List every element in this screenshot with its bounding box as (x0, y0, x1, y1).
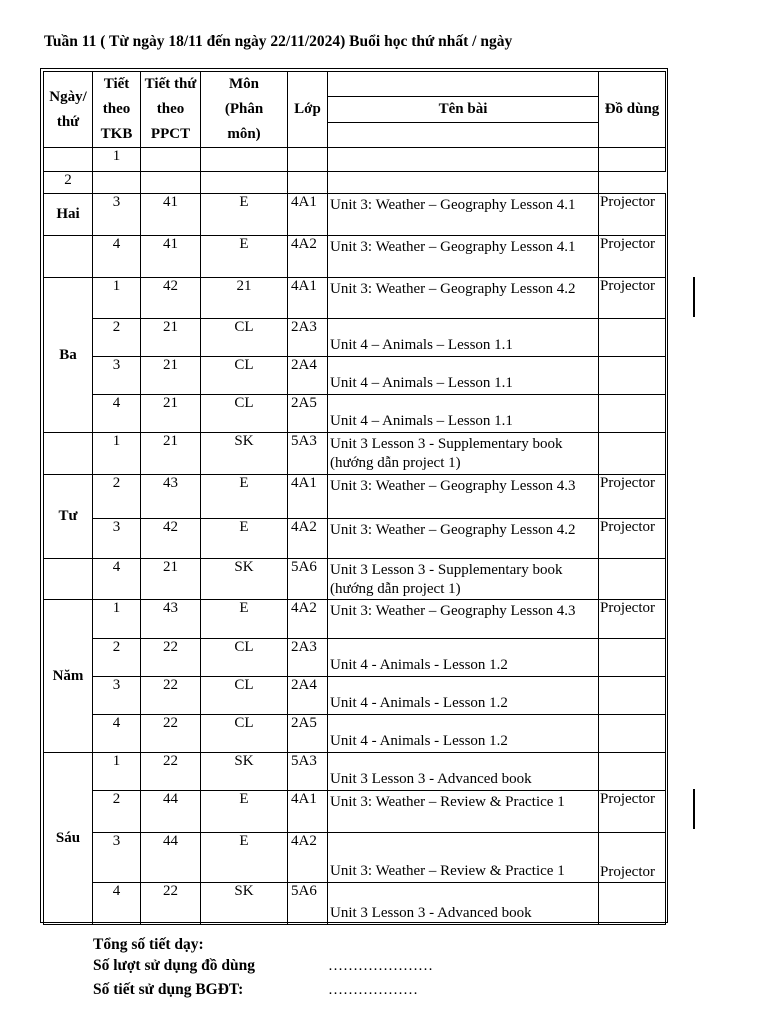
table-row (44, 475, 666, 519)
footer-bgdt-dots: ……………… (328, 982, 418, 998)
period-cell: 4 (93, 559, 141, 600)
equipment-cell (328, 172, 599, 194)
period-cell: 2 (44, 172, 93, 194)
subject-cell: SK (201, 433, 288, 475)
class-cell: 5A3 (288, 433, 328, 475)
period-cell: 4 (93, 395, 141, 433)
table-row (44, 433, 666, 475)
lesson-cell: Unit 4 – Animals – Lesson 1.1 (328, 395, 599, 433)
day-cell (44, 236, 93, 278)
table-row (44, 357, 666, 395)
subject-cell: E (201, 194, 288, 236)
margin-bar (693, 277, 695, 317)
equipment-cell (599, 319, 666, 357)
table-row (44, 172, 666, 194)
equipment-cell: Projector (599, 194, 666, 236)
subject-cell (201, 148, 288, 172)
lesson-cell: Unit 4 – Animals – Lesson 1.1 (328, 319, 599, 357)
equipment-cell: Projector (599, 519, 666, 559)
lesson-cell: Unit 3 Lesson 3 - Advanced book (328, 883, 599, 925)
class-cell: 2A3 (288, 319, 328, 357)
class-cell: 4A1 (288, 194, 328, 236)
header-lesson: Tên bài (328, 97, 599, 122)
ppct-cell: 22 (141, 639, 201, 677)
ppct-cell: 22 (141, 883, 201, 925)
subject-cell: 21 (201, 278, 288, 319)
ppct-cell: 44 (141, 833, 201, 883)
subject-cell: E (201, 236, 288, 278)
class-cell: 4A2 (288, 519, 328, 559)
lesson-cell (328, 148, 599, 172)
period-cell: 1 (93, 433, 141, 475)
equipment-cell (599, 677, 666, 715)
period-cell: 2 (93, 475, 141, 519)
table-row (44, 600, 666, 639)
period-cell: 3 (93, 194, 141, 236)
equipment-cell (599, 357, 666, 395)
table-row (44, 639, 666, 677)
ppct-cell: 22 (141, 715, 201, 753)
ppct-cell: 43 (141, 475, 201, 519)
equipment-cell: Projector (599, 833, 666, 883)
period-cell: 2 (93, 791, 141, 833)
equipment-cell (599, 883, 666, 925)
ppct-cell: 22 (141, 753, 201, 791)
header-period-line-1: Tiết (103, 76, 130, 92)
subject-cell: SK (201, 883, 288, 925)
table-row (44, 278, 666, 319)
equipment-cell (599, 753, 666, 791)
lesson-cell: Unit 3: Weather – Review & Practice 1 (328, 833, 599, 883)
subject-cell: CL (201, 715, 288, 753)
class-cell: 2A4 (288, 357, 328, 395)
equipment-cell: Projector (599, 791, 666, 833)
table-row (44, 715, 666, 753)
equipment-cell (599, 395, 666, 433)
ppct-cell: 22 (141, 677, 201, 715)
table-row (44, 519, 666, 559)
header-period (93, 72, 141, 148)
period-cell: 1 (93, 753, 141, 791)
day-cell (44, 559, 93, 600)
lesson-cell: Unit 3: Weather – Geography Lesson 4.1 (328, 194, 599, 236)
schedule-table (43, 71, 666, 925)
lesson-cell: Unit 3 Lesson 3 - Supplementary book (hướng dẫn project 1) (328, 559, 599, 600)
header-row (44, 72, 666, 97)
table-row (44, 395, 666, 433)
footer-equipment-label: Số lượt sử dụng đồ dùng (93, 957, 256, 974)
day-cell (44, 433, 93, 475)
period-cell: 1 (93, 148, 141, 172)
lesson-cell: Unit 3: Weather – Review & Practice 1 (328, 791, 599, 833)
lesson-cell: Unit 3: Weather – Geography Lesson 4.3 (328, 475, 599, 519)
subject-cell: CL (201, 395, 288, 433)
period-cell: 3 (93, 357, 141, 395)
ppct-cell (141, 148, 201, 172)
class-cell: 4A1 (288, 791, 328, 833)
equipment-cell (599, 715, 666, 753)
day-cell: Tư (44, 475, 93, 559)
equipment-cell: Projector (599, 278, 666, 319)
period-cell: 3 (93, 833, 141, 883)
period-cell: 1 (93, 600, 141, 639)
ppct-cell: 21 (141, 559, 201, 600)
subject-cell: E (201, 600, 288, 639)
table-row (44, 791, 666, 833)
period-cell: 2 (93, 639, 141, 677)
header-subject-line-2: (Phân (224, 101, 264, 117)
subject-cell: CL (201, 357, 288, 395)
header-ppct-line-1: Tiết thứ (144, 76, 197, 92)
lesson-cell: Unit 3: Weather – Geography Lesson 4.3 (328, 600, 599, 639)
ppct-cell: 41 (141, 194, 201, 236)
class-cell: 4A2 (288, 833, 328, 883)
lesson-cell: Unit 4 – Animals – Lesson 1.1 (328, 357, 599, 395)
ppct-cell: 42 (141, 519, 201, 559)
subject-cell: CL (201, 319, 288, 357)
ppct-cell: 41 (141, 236, 201, 278)
page-title: Tuần 11 ( Từ ngày 18/11 đến ngày 22/11/2024) Buổi học thứ nhất / ngày (44, 33, 513, 50)
header-class: Lớp (288, 72, 328, 148)
header-subject-line-1: Môn (229, 76, 259, 92)
header-day (44, 72, 93, 148)
lesson-cell (288, 172, 328, 194)
header-equipment: Đồ dùng (599, 72, 666, 148)
table-row (44, 319, 666, 357)
lesson-cell: Unit 3: Weather – Geography Lesson 4.1 (328, 236, 599, 278)
class-cell: 2A3 (288, 639, 328, 677)
ppct-cell: 21 (141, 357, 201, 395)
lesson-cell: Unit 3 Lesson 3 - Advanced book (328, 753, 599, 791)
header-period-line-3: TKB (100, 126, 133, 142)
subject-cell: CL (201, 677, 288, 715)
day-cell: Hai (44, 194, 93, 236)
table-row (44, 236, 666, 278)
table-row (44, 194, 666, 236)
subject-cell: E (201, 519, 288, 559)
header-subject (201, 72, 288, 148)
footer-total-label: Tổng số tiết dạy: (93, 936, 204, 953)
period-cell: 3 (93, 519, 141, 559)
lesson-cell: Unit 4 - Animals - Lesson 1.2 (328, 715, 599, 753)
header-lesson-top-spacer (328, 72, 599, 97)
lesson-cell: Unit 4 - Animals - Lesson 1.2 (328, 639, 599, 677)
ppct-cell: 21 (141, 433, 201, 475)
class-cell: 4A2 (288, 600, 328, 639)
class-cell: 5A3 (288, 753, 328, 791)
class-cell: 4A2 (288, 236, 328, 278)
table-row (44, 753, 666, 791)
class-cell (201, 172, 288, 194)
lesson-cell: Unit 4 - Animals - Lesson 1.2 (328, 677, 599, 715)
table-row (44, 833, 666, 883)
table-row (44, 677, 666, 715)
subject-cell: CL (201, 639, 288, 677)
header-lesson-bottom-spacer (328, 122, 599, 147)
footer-equipment-dots: ………………… (328, 958, 433, 974)
subject-cell (141, 172, 201, 194)
footer-bgdt-label: Số tiết sử dụng BGĐT: (93, 981, 244, 998)
equipment-cell: Projector (599, 236, 666, 278)
table-row (44, 148, 666, 172)
class-cell: 2A5 (288, 395, 328, 433)
ppct-cell: 21 (141, 319, 201, 357)
subject-cell: E (201, 791, 288, 833)
header-ppct-line-2: theo (156, 101, 185, 117)
ppct-cell: 21 (141, 395, 201, 433)
class-cell: 2A4 (288, 677, 328, 715)
lesson-cell: Unit 3 Lesson 3 - Supplementary book (hướng dẫn project 1) (328, 433, 599, 475)
class-cell: 4A1 (288, 475, 328, 519)
class-cell: 4A1 (288, 278, 328, 319)
equipment-cell: Projector (599, 475, 666, 519)
class-cell: 5A6 (288, 559, 328, 600)
table-row (44, 883, 666, 925)
subject-cell: SK (201, 753, 288, 791)
ppct-cell: 43 (141, 600, 201, 639)
period-cell: 1 (93, 278, 141, 319)
header-ppct-line-3: PPCT (150, 126, 191, 142)
day-cell (44, 148, 93, 172)
equipment-cell (599, 433, 666, 475)
class-cell: 5A6 (288, 883, 328, 925)
header-day-line-1: Ngày/ (49, 88, 87, 105)
period-cell: 4 (93, 715, 141, 753)
day-cell: Năm (44, 600, 93, 753)
header-day-line-2: thứ (56, 113, 80, 130)
subject-cell: E (201, 833, 288, 883)
equipment-cell (599, 148, 666, 172)
header-subject-line-3: môn) (227, 126, 261, 142)
lesson-cell: Unit 3: Weather – Geography Lesson 4.2 (328, 519, 599, 559)
header-period-line-2: theo (102, 101, 131, 117)
period-cell: 4 (93, 236, 141, 278)
class-cell (288, 148, 328, 172)
header-ppct (141, 72, 201, 148)
period-cell: 3 (93, 677, 141, 715)
equipment-cell: Projector (599, 600, 666, 639)
class-cell: 2A5 (288, 715, 328, 753)
subject-cell: E (201, 475, 288, 519)
equipment-cell (599, 559, 666, 600)
equipment-cell (599, 639, 666, 677)
period-cell: 2 (93, 319, 141, 357)
day-cell: Ba (44, 278, 93, 433)
ppct-cell: 42 (141, 278, 201, 319)
day-cell: Sáu (44, 753, 93, 925)
period-cell: 4 (93, 883, 141, 925)
margin-bar (693, 789, 695, 829)
subject-cell: SK (201, 559, 288, 600)
table-row (44, 559, 666, 600)
ppct-cell: 44 (141, 791, 201, 833)
lesson-cell: Unit 3: Weather – Geography Lesson 4.2 (328, 278, 599, 319)
ppct-cell (93, 172, 141, 194)
